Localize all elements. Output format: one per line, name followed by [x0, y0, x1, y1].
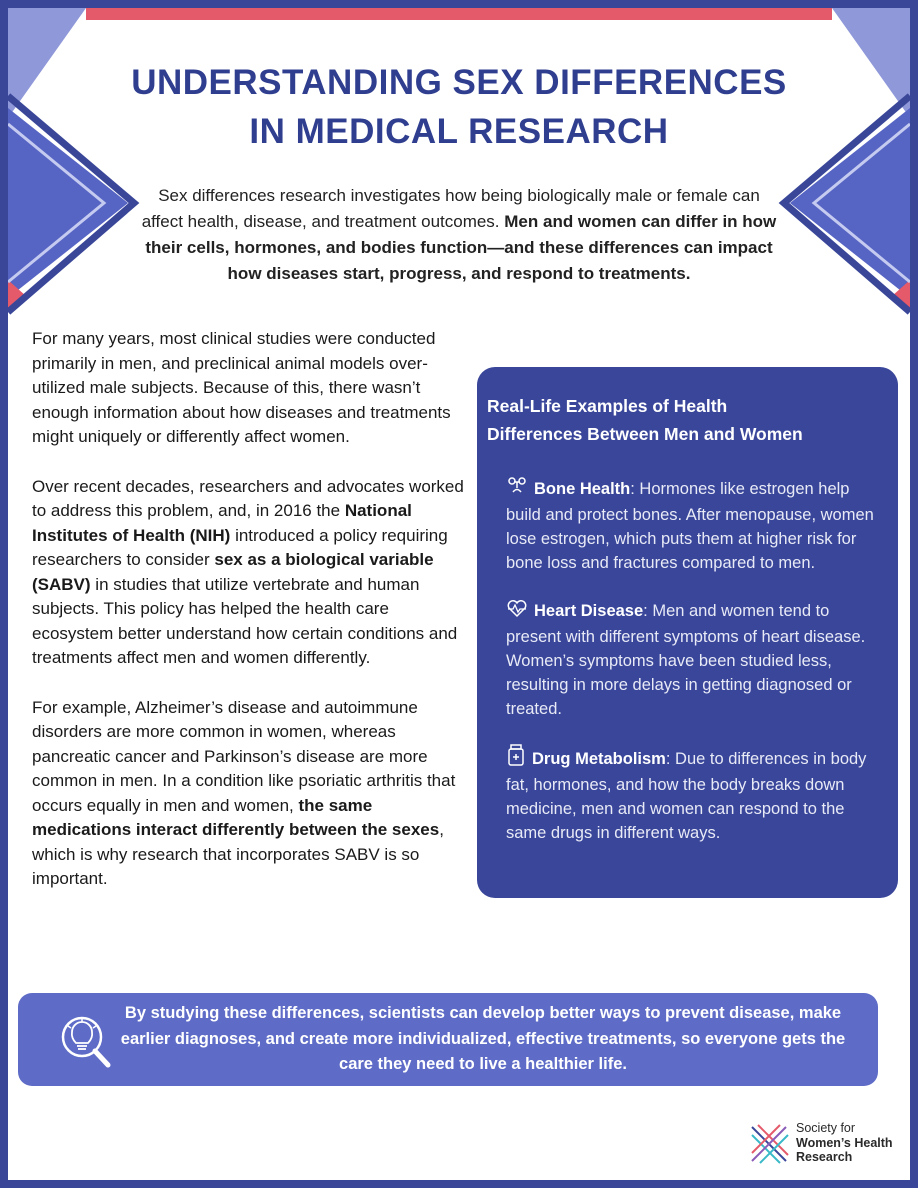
example-text: : Men and women tend to present with different symptoms of heart disease. Women’s symptoms have been studied less, resulting in more delays in getting diagnosed or treated. — [506, 602, 866, 718]
example-title: Bone Health — [534, 480, 631, 498]
example-heart-disease — [506, 598, 880, 721]
paragraph-history-text: For many years, most clinical studies were conducted primarily in men, and preclinical animal models over-utilized male subjects. Because of this, there wasn’t enough information about how diseases and treatments might uniquely or differently affect women. — [32, 329, 451, 446]
lightbulb-magnifier-icon — [44, 1005, 120, 1080]
conclusion-callout — [18, 993, 878, 1086]
examples-panel — [477, 367, 898, 898]
paragraph-nih-policy — [32, 475, 472, 671]
medications-bold: the same medications interact differently between the sexes — [32, 795, 440, 839]
text-span: Over recent decades, researchers and advocates worked to address this problem, and, in 2016 the — [32, 476, 464, 520]
text-span: in studies that utilize vertebrate and human subjects. This policy has helped the health care ecosystem better understand how certain conditions and treatments affect men and women differently. — [32, 574, 458, 667]
sabv-bold: sex as a biological variable (SABV) — [32, 550, 434, 594]
pill-bottle-icon — [506, 744, 526, 773]
paragraph-example — [32, 696, 472, 892]
text-span: For example, Alzheimer’s disease and autoimmune disorders are more common in women, whereas pancreatic cancer and Parkinson’s disease are more common in men. In a condition like psoriatic arthritis that occurs equally in men and women, — [32, 697, 456, 815]
title-line-2: IN MEDICAL RESEARCH — [249, 112, 669, 151]
examples-panel-title — [487, 392, 880, 448]
panel-title-line-1: Real-Life Examples of Health — [487, 396, 728, 416]
logo-line-2: Women’s Health — [796, 1135, 893, 1150]
intro-bold-text: Men and women can differ in how their cells, hormones, and bodies function—and these differences can impact how diseases start, progress, and respond to treatments. — [145, 212, 777, 283]
example-title: Drug Metabolism — [532, 750, 666, 768]
text-span: introduced a policy requiring researchers to consider — [32, 525, 448, 569]
text-span: , which is why research that incorporates SABV is so important. — [32, 820, 444, 888]
logo-line-3: Research — [796, 1150, 853, 1164]
example-bone-health — [506, 476, 880, 575]
title-line-1: UNDERSTANDING SEX DIFFERENCES — [131, 63, 787, 102]
logo-text — [796, 1121, 893, 1165]
conclusion-text: By studying these differences, scientists can develop better ways to prevent disease, make earlier diagnoses, and create more individualized, effective treatments, so everyone gets the care they need to live a healthier life. — [120, 1004, 846, 1073]
left-column — [32, 327, 472, 917]
bone-icon — [506, 476, 528, 503]
example-drug-metabolism — [506, 744, 880, 845]
example-text: : Due to differences in body fat, hormones, and how the body breaks down medicine, men and women can respond to the same drugs in different ways. — [506, 750, 867, 842]
example-text: : Hormones like estrogen help build and protect bones. After menopause, women lose estrogen, which puts them at higher risk for bone loss and fractures compared to men. — [506, 480, 874, 572]
panel-title-line-2: Differences Between Men and Women — [487, 424, 803, 444]
heartbeat-icon — [506, 598, 528, 625]
paragraph-history — [32, 327, 472, 450]
example-title: Heart Disease — [534, 602, 644, 620]
logo-mark-icon — [750, 1123, 790, 1170]
logo-line-1: Society for — [796, 1121, 856, 1135]
intro-paragraph — [140, 183, 778, 287]
swhr-logo — [750, 1121, 910, 1169]
nih-bold: National Institutes of Health (NIH) — [32, 501, 412, 545]
intro-text: Sex differences research investigates how being biologically male or female can affect health, disease, and treatment outcomes. — [141, 186, 760, 231]
page-title — [60, 58, 858, 156]
